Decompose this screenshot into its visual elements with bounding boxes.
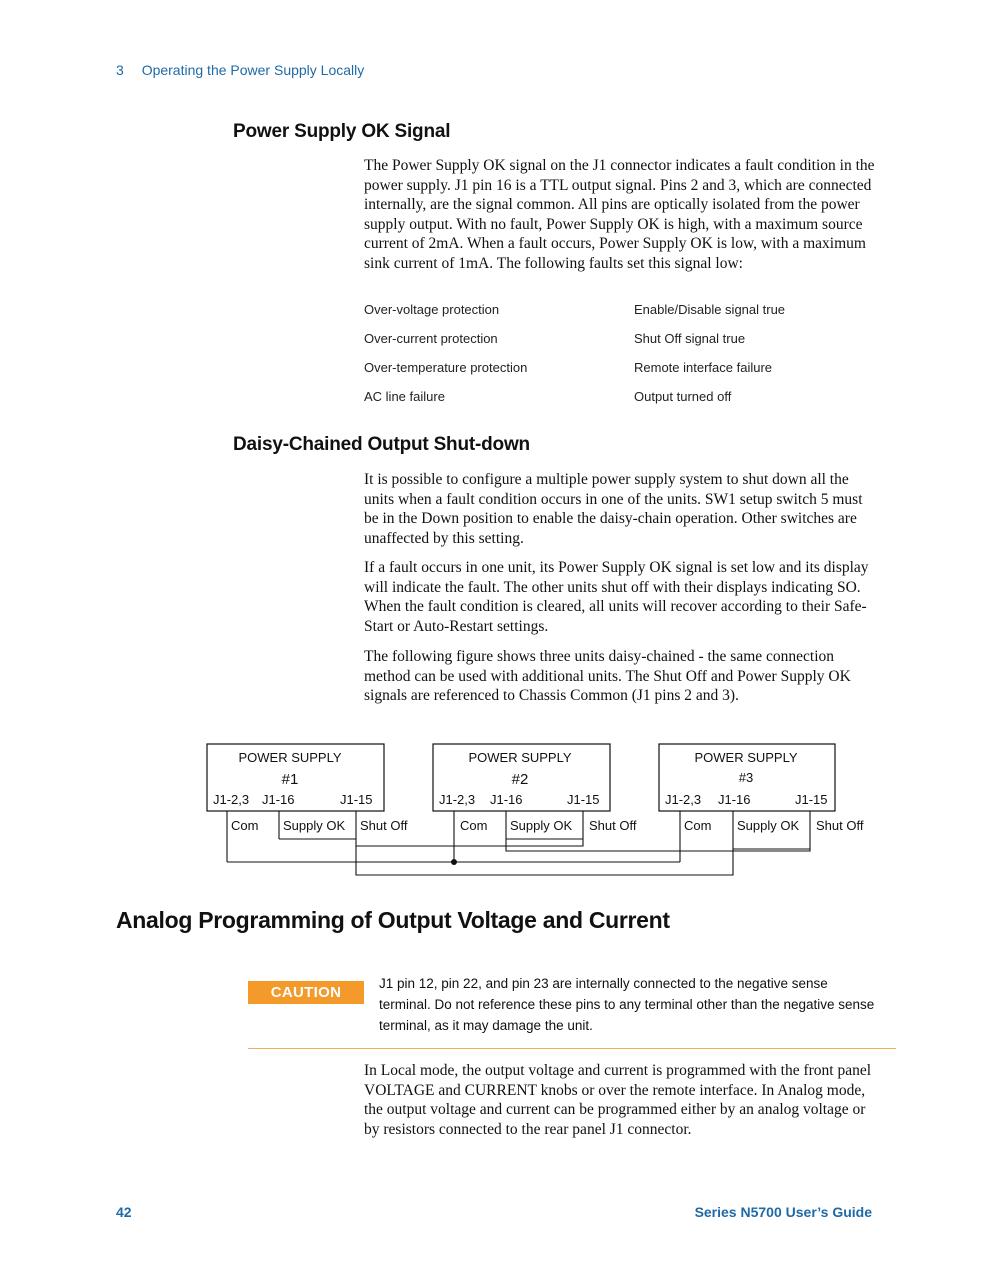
chapter-number: 3 — [116, 62, 124, 78]
pin-label-com: J1-2,3 — [213, 792, 250, 807]
caution-text: J1 pin 12, pin 22, and pin 23 are internally connected to the negative sense terminal. Do not reference these pins to any terminal other than the negative sense terminal, as it may damage the unit. — [379, 976, 875, 1033]
ok-signal-paragraph: The Power Supply OK signal on the J1 connector indicates a fault condition in the power supply. J1 pin 16 is a TTL output signal. Pins 2 and 3, which are connected internally, are the signal common. All pins are optically isolated from the power supply output. With no fault, Power Supply OK is high, with a maximum source current of 2mA. When a fault occurs, Power Supply OK is low, with a maximum sink current of 1mA. The following faults set this signal low: — [364, 157, 875, 272]
pin-label-shutoff: J1-15 — [340, 792, 373, 807]
signal-label-supply-ok: Supply OK — [283, 818, 346, 833]
unit-number: #1 — [281, 771, 299, 788]
power-supply-unit-1 — [207, 744, 384, 811]
pin-label-ok: J1-16 — [718, 792, 751, 807]
fault-item: Over-current protection — [364, 331, 498, 346]
unit-number: #3 — [738, 770, 754, 785]
pin-label-shutoff: J1-15 — [795, 792, 828, 807]
junction-dot — [451, 859, 457, 865]
fault-item: Over-temperature protection — [364, 360, 528, 375]
pin-label-ok: J1-16 — [262, 792, 295, 807]
unit-title: POWER SUPPLY — [694, 750, 798, 765]
chapter-header — [116, 62, 364, 78]
fault-item: Output turned off — [634, 389, 732, 404]
signal-label-shut-off: Shut Off — [360, 818, 408, 833]
fault-item: Shut Off signal true — [634, 331, 746, 346]
signal-label-com: Com — [460, 818, 488, 833]
caution-badge: CAUTION — [248, 981, 364, 1004]
guide-title: Series N5700 User’s Guide — [694, 1204, 872, 1220]
section-title-ok-signal: Power Supply OK Signal — [233, 121, 451, 142]
signal-label-com: Com — [684, 818, 712, 833]
signal-label-shut-off: Shut Off — [589, 818, 637, 833]
daisy-paragraph-3: The following figure shows three units daisy-chained - the same connection method can be used with additional units. The Shut Off and Power Supply OK signals are referenced to Chassis Common (J1 pins 2 and 3). — [364, 648, 851, 704]
power-supply-unit-2 — [433, 744, 610, 811]
analog-paragraph: In Local mode, the output voltage and current is programmed with the front panel VOLTAGE and CURRENT knobs or over the remote interface. In Analog mode, the output voltage and current can be programmed either by an analog voltage or by resistors connected to the rear panel J1 connector. — [364, 1062, 872, 1138]
daisy-chain-diagram — [200, 738, 880, 880]
pin-label-com: J1-2,3 — [439, 792, 476, 807]
unit-title: POWER SUPPLY — [238, 750, 342, 765]
signal-labels — [231, 818, 864, 833]
pin-label-shutoff: J1-15 — [567, 792, 600, 807]
chapter-title: Operating the Power Supply Locally — [141, 62, 365, 78]
section-title-daisy-chain: Daisy-Chained Output Shut-down — [233, 434, 530, 455]
fault-item: AC line failure — [364, 389, 445, 404]
fault-item: Over-voltage protection — [364, 302, 500, 317]
fault-item: Enable/Disable signal true — [634, 302, 786, 317]
section-title-analog: Analog Programming of Output Voltage and Current — [116, 907, 670, 933]
pin-label-com: J1-2,3 — [665, 792, 702, 807]
unit-number: #2 — [511, 771, 529, 788]
pin-label-ok: J1-16 — [490, 792, 523, 807]
daisy-paragraph-1: It is possible to configure a multiple power supply system to shut down all the units when a fault condition occurs in one of the units. SW1 setup switch 5 must be in the Down position to enable the daisy-chain operation. Other switches are unaffected by this setting. — [364, 471, 863, 547]
fault-item: Remote interface failure — [634, 360, 773, 375]
signal-label-com: Com — [231, 818, 259, 833]
signal-label-supply-ok: Supply OK — [510, 818, 573, 833]
page-number: 42 — [116, 1204, 132, 1220]
power-supply-unit-3 — [659, 744, 835, 811]
signal-label-shut-off: Shut Off — [816, 818, 864, 833]
caution-divider — [248, 1048, 896, 1049]
daisy-paragraph-2: If a fault occurs in one unit, its Power Supply OK signal is set low and its display will indicate the fault. The other units shut off with their displays indicating SO. When the fault condition is cleared, all units will recover according to their Safe-Start or Auto-Restart settings. — [364, 559, 869, 635]
signal-label-supply-ok: Supply OK — [737, 818, 800, 833]
unit-title: POWER SUPPLY — [468, 750, 572, 765]
